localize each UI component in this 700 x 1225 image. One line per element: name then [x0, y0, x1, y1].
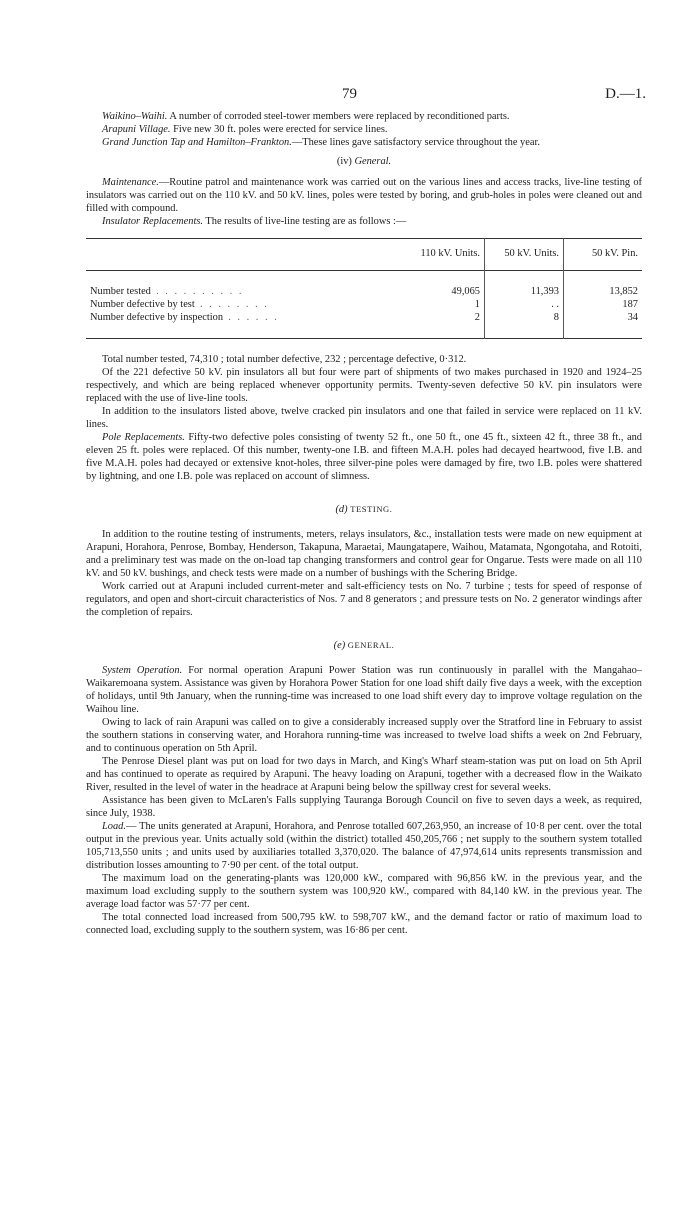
- cell-110kv: 2: [406, 311, 485, 339]
- paragraph-grand-junction: [86, 136, 642, 149]
- table-row: [86, 298, 642, 311]
- section-title: General.: [354, 156, 392, 167]
- paragraph-insulator-intro: [86, 215, 642, 228]
- paragraph-maintenance: [86, 176, 642, 215]
- table-row: [86, 311, 642, 339]
- paragraph-mclarens-falls: Assistance has been given to McLaren's Falls supplying Tauranga Borough Council on five to seven days a week, as required, since July, 1938.: [86, 795, 642, 819]
- cell-50kv-pin: 187: [622, 299, 638, 310]
- section-number: (d): [335, 504, 348, 515]
- table-header-50kv-units: 50 kV. Units.: [485, 239, 564, 271]
- paragraph-text: The results of live-line testing are as follows :—: [203, 216, 407, 227]
- run-in-heading: Maintenance.: [102, 177, 159, 188]
- paragraph-lack-of-rain: Owing to lack of rain Arapuni was called on to give a considerably increased supply over the Stratford line in February to assist the southern stations in conserving water, and Horahora running-time was increased to twelve load shifts a week on 2nd February, and to continuous operation on 5th April.: [86, 717, 642, 754]
- paragraph-text: Fifty-two defective poles consisting of twenty 52 ft., one 50 ft., one 45 ft., sixteen 42 ft., three 38 ft., and eleven 25 ft. poles were replaced. Of this number, twenty-one I.B. and fifteen M.A.H. poles had decayed heartwood, five I.B. and five M.A.H. poles had decayed or extensive knot-holes, three silver-pine poles were damaged by fire, two I.B. poles were shattered by lightning, and one I.B. pole was replaced on account of slimness.: [86, 432, 642, 482]
- row-label-cell: [86, 311, 406, 339]
- row-label-cell: [86, 271, 406, 299]
- run-in-heading: Arapuni Village.: [102, 124, 171, 135]
- paragraph-defective-pin: Of the 221 defective 50 kV. pin insulators all but four were part of shipments of two makes purchased in 1920 and 1924–25 respectively, and which are being replaced whenever opportunity permits. Twenty-seven defective 50 kV. pin insulators were replaced with the use of live-line tools.: [86, 367, 642, 404]
- run-in-heading: Grand Junction Tap and Hamilton–Frankton.: [102, 137, 292, 148]
- page: [86, 0, 646, 937]
- cell-50kv-units: 8: [485, 311, 564, 339]
- run-in-heading: Waikino–Waihi.: [102, 111, 168, 122]
- document-reference: D.—1.: [605, 86, 646, 102]
- paragraph-text: —These lines gave satisfactory service throughout the year.: [291, 137, 540, 148]
- paragraph-waikino: [86, 110, 642, 123]
- cell-110kv: 49,065: [406, 271, 485, 299]
- paragraph-testing-arapuni: Work carried out at Arapuni included current-meter and salt-efficiency tests on No. 7 turbine ; tests for speed of response of regulators, and open and short-circuit characteristics of Nos. 7 and 8 generators ; and pressure tests on No. 2 generator windings after the completion of repairs.: [86, 581, 642, 618]
- paragraph-text: For normal operation Arapuni Power Station was run continuously in parallel with the Mangahao–Waikaremoana system. Assistance was given by Horahora Power Station for one load shift daily five days a week, with the exception of holidays, until 9th January, when the running-time was increased to one load shift every day to improve voltage regulation on the Waihou line.: [86, 665, 643, 715]
- section-title: TESTING.: [350, 504, 393, 514]
- cell-50kv-units: . .: [485, 298, 564, 311]
- document-body: [86, 110, 642, 937]
- paragraph-text: Five new 30 ft. poles were erected for service lines.: [170, 124, 388, 135]
- run-in-heading: Insulator Replacements.: [102, 216, 203, 227]
- cell-50kv-units: 11,393: [485, 271, 564, 299]
- section-number: (e): [333, 640, 346, 651]
- paragraph-text: — The units generated at Arapuni, Horahora, and Penrose totalled 607,263,950, an increase of 10·8 per cent. over the total output in the previous year. Units actually sold (within the district) totalled 450,205,766 ; net supply to the southern system totalled 105,713,550 units ; and units used by auxiliaries totalled 3,370,020. The balance of 47,974,614 units represents transmission and distribution losses amounting to 7·90 per cent. of the total output.: [86, 821, 642, 871]
- run-in-heading: Load.: [102, 821, 126, 832]
- row-label: Number defective by inspection: [90, 312, 224, 323]
- section-number: (iv): [336, 156, 352, 167]
- section-heading-testing: [86, 503, 642, 516]
- section-heading-general-e: [86, 639, 642, 652]
- page-header: [86, 0, 646, 110]
- paragraph-arapuni-village: [86, 123, 642, 136]
- leader-dots: . . . . . .: [228, 312, 279, 323]
- paragraph-pole-replacements: [86, 431, 642, 483]
- row-label-cell: [86, 298, 406, 311]
- paragraph-testing-routine: In addition to the routine testing of instruments, meters, relays insulators, &c., installation tests were made on new equipment at Arapuni, Horahora, Penrose, Bombay, Henderson, Takapuna, Maraetai, Maungatapere, Waihou, Matamata, Ngongotaha, and Rotoiti, and a preliminary test was made on the on-load tap changing transformers and control gear for Ongarue. Tests were made on all 110 kV. and 50 kV. bushings, and check tests were made on a number of bushings with the Schering Bridge.: [86, 529, 642, 579]
- section-title: GENERAL.: [347, 640, 395, 650]
- paragraph-cracked-pin: In addition to the insulators listed above, twelve cracked pin insulators and one that failed in service were replaced on 11 kV. lines.: [86, 406, 642, 430]
- paragraph-text: —Routine patrol and maintenance work was carried out on the various lines and access tracks, live-line testing of insulators was carried out on the 110 kV. and 50 kV. lines, poles were tested by boring, and grub-holes in poles were cleaned out and filled with compound.: [86, 177, 642, 214]
- section-heading-general-iv: [86, 155, 642, 168]
- cell-50kv-pin: 13,852: [609, 286, 638, 297]
- table-header-50kv-pin: 50 kV. Pin.: [591, 248, 638, 259]
- row-label: Number tested: [90, 286, 151, 297]
- paragraph-totals: Total number tested, 74,310 ; total number defective, 232 ; percentage defective, 0·312.: [102, 354, 467, 365]
- table-row: [86, 271, 642, 299]
- run-in-heading: System Operation.: [102, 665, 183, 676]
- paragraph-maximum-load: The maximum load on the generating-plants was 120,000 kW., compared with 96,856 kW. in the previous year, and the maximum load excluding supply to the southern system was 100,920 kW., compared with 84,140 kW. in the previous year. The average load factor was 57·77 per cent.: [86, 873, 642, 910]
- leader-dots: . . . . . . . .: [199, 299, 269, 310]
- insulator-testing-table: [86, 238, 642, 339]
- page-number: 79: [342, 86, 357, 102]
- cell-110kv: 1: [406, 298, 485, 311]
- table-header-blank: [86, 239, 406, 271]
- paragraph-connected-load: The total connected load increased from 500,795 kW. to 598,707 kW., and the demand factor or ratio of maximum load to connected load, excluding supply to the southern system, was 16·86 per cent.: [86, 912, 642, 936]
- paragraph-penrose-diesel: The Penrose Diesel plant was put on load for two days in March, and King's Wharf steam-station was put on load on 5th April and has continued to operate as required by Arapuni. The heavy loading on Arapuni, together with a decreased flow in the Waikato River, resulted in the level of water in the headrace at Arapuni being below the spillway crest for several weeks.: [86, 756, 642, 793]
- run-in-heading: Pole Replacements.: [102, 432, 185, 443]
- table-header-110kv-units: 110 kV. Units.: [406, 239, 485, 271]
- paragraph-load: [86, 820, 642, 872]
- paragraph-text: A number of corroded steel-tower members were replaced by reconditioned parts.: [167, 111, 510, 122]
- table-header-row: [86, 239, 642, 271]
- cell-50kv-pin: 34: [627, 312, 638, 323]
- paragraph-system-operation: [86, 664, 642, 716]
- row-label: Number defective by test: [90, 299, 195, 310]
- leader-dots: . . . . . . . . . .: [156, 286, 244, 297]
